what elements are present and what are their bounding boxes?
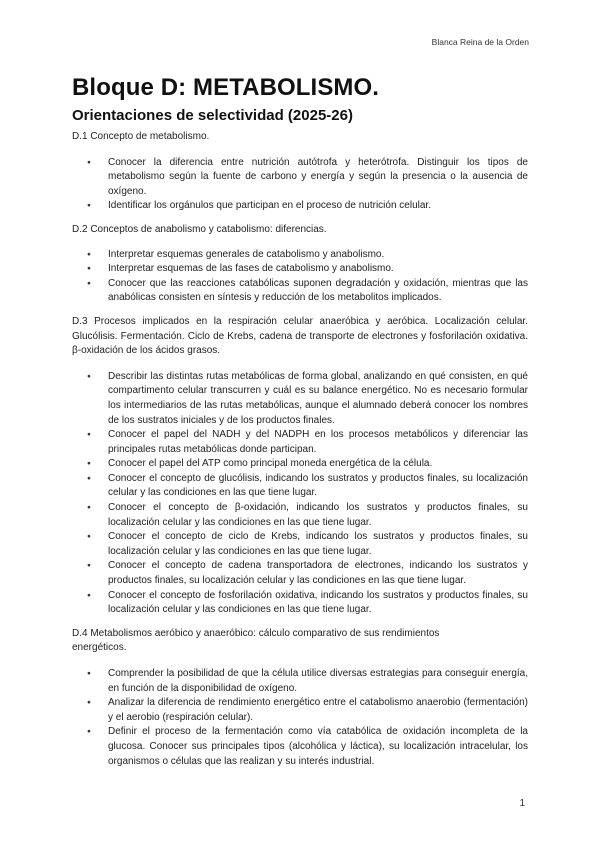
document-subtitle: Orientaciones de selectividad (2025-26) bbox=[72, 107, 353, 124]
list-item: ● Interpretar esquemas generales de catabolismo y anabolismo. bbox=[108, 248, 528, 263]
section-list-d3 bbox=[72, 370, 528, 618]
list-item: ● Conocer el concepto de fosforilación oxidativa, indicando los sustratos y productos finales, su localización celular y las condiciones en las que tiene lugar. bbox=[108, 589, 528, 618]
list-item: ● Interpretar esquemas de las fases de catabolismo y anabolismo. bbox=[108, 262, 528, 277]
list-item: ● Conocer el concepto de β-oxidación, indicando los sustratos y productos finales, su localización celular y las condiciones en las que tiene lugar. bbox=[108, 501, 528, 530]
document-body bbox=[72, 130, 528, 769]
list-item: ● Conocer que las reacciones catabólicas suponen degradación y oxidación, mientras que las anabólicas consisten en síntesis y reducción de los metabolitos implicados. bbox=[108, 277, 528, 306]
list-item: ● Describir las distintas rutas metabólicas de forma global, analizando en qué consisten, en qué compartimento celular transcurren y cuál es su balance energético. No es necesario formular los intermediarios de las rutas metabólicas, aunque el alumnado deberá conocer los nombres de los sustratos iniciales y de los productos finales. bbox=[108, 370, 528, 428]
list-item: ● Conocer el papel del ATP como principal moneda energética de la célula. bbox=[108, 457, 528, 472]
section-list-d1 bbox=[72, 156, 528, 214]
section-list-d4 bbox=[72, 667, 528, 769]
section-heading-d1: D.1 Concepto de metabolismo. bbox=[72, 131, 210, 142]
list-item: ● Definir el proceso de la fermentación como vía catabólica de oxidación incompleta de la glucosa. Conocer sus principales tipos (alcohólica y láctica), su localización intracelular, los organismos o células que las realizan y su interés industrial. bbox=[108, 725, 528, 769]
section-heading-d3: D.3 Procesos implicados en la respiración celular anaeróbica y aeróbica. Localización celular. Glucólisis. Fermentación. Ciclo de Krebs, cadena de transporte de electrones y fosforilación oxidativa. β-oxidación de los ácidos grasos. bbox=[72, 315, 528, 357]
page-number: 1 bbox=[519, 798, 525, 809]
list-item: ● Conocer el concepto de cadena transportadora de electrones, indicando los sustratos y productos finales, su localización celular y las condiciones en las que tiene lugar. bbox=[108, 559, 528, 588]
list-item: ● Analizar la diferencia de rendimiento energético entre el catabolismo anaerobio (fermentación) y el aerobio (respiración celular). bbox=[108, 696, 528, 725]
list-item: ● Conocer el concepto de glucólisis, indicando los sustratos y productos finales, su localización celular y las condiciones en las que tiene lugar. bbox=[108, 472, 528, 501]
section-heading-d2: D.2 Conceptos de anabolismo y catabolismo: diferencias. bbox=[72, 223, 327, 235]
author-name: Blanca Reina de la Orden bbox=[431, 37, 529, 47]
document-title: Bloque D: METABOLISMO. bbox=[72, 74, 380, 101]
list-item: ● Comprender la posibilidad de que la célula utilice diversas estrategias para conseguir energía, en función de la disponibilidad de oxígeno. bbox=[108, 667, 528, 696]
list-item: ● Conocer el papel del NADH y del NADPH en los procesos metabólicos y diferenciar las principales rutas metabólicas donde participan. bbox=[108, 428, 528, 457]
list-item: ● Identificar los orgánulos que participan en el proceso de nutrición celular. bbox=[108, 199, 528, 214]
section-list-d2 bbox=[72, 248, 528, 306]
list-item: ● Conocer la diferencia entre nutrición autótrofa y heterótrofa. Distinguir los tipos de metabolismo según la fuente de carbono y energía y según la presencia o la ausencia de oxígeno. bbox=[108, 156, 528, 200]
section-heading-d4: D.4 Metabolismos aeróbico y anaeróbico: cálculo comparativo de sus rendimientos energéticos. bbox=[72, 627, 440, 654]
list-item: ● Conocer el concepto de ciclo de Krebs, indicando los sustratos y productos finales, su localización celular y las condiciones en las que tiene lugar. bbox=[108, 530, 528, 559]
